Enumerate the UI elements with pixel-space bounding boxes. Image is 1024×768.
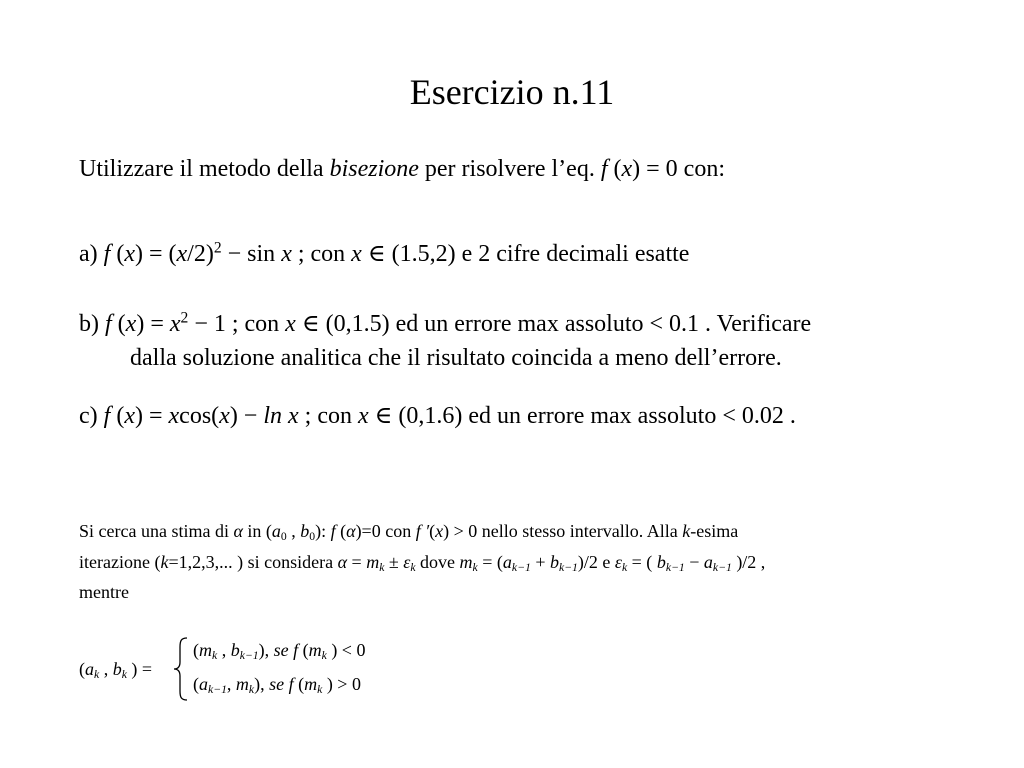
slide-title: Esercizio n.11 xyxy=(409,72,615,112)
exercise-c: c) f (x) = xcos(x) − ln x ; con x ∈ (0,1.6) ed un errore max assoluto < 0.02 . xyxy=(79,403,796,429)
exercise-a: a) f $(x) = (x/2)^2 - \sin x$ ; con x ∈ (1.5,2) e 2 cifre decimali esatte xyxy=(79,239,690,267)
note-line-1: Si cerca una stima di α in ($a_0$ , $b_0$): f (α)=0 con f ′(x) > 0 nello stesso intervallo. Alla k-esima xyxy=(79,521,739,543)
formula-case-1: ($m_k$ , $b_{k-1}$), se f ($m_k$ ) < 0 xyxy=(193,640,366,662)
formula-lhs: ($a_k$ , $b_k$ ) = xyxy=(79,659,153,681)
exercise-b: b) f $(x) = x^2 - 1$ ; con x ∈ (0,1.5) ed un errore max assoluto < 0.1 . Verificare xyxy=(79,309,812,337)
left-brace-icon xyxy=(171,636,191,702)
note-line-3: mentre xyxy=(79,582,129,602)
formula-case-2: ($a_{k-1}$, $m_k$), se f ($m_k$ ) > 0 xyxy=(193,674,361,696)
piecewise-formula xyxy=(79,634,439,704)
note-line-2: iterazione (k=1,2,3,... ) si considera $\alpha = m_k \pm \varepsilon_k$ dove $m_k = (a_{k-1} + b_{k-1})/2$ e $\varepsilon_k$ = ( $b_{k-1} - a_{k-1}$ )/2 , xyxy=(79,552,766,574)
intro-text: Utilizzare il metodo della bisezione per risolvere l’eq. f (x) = 0 con: xyxy=(79,156,726,182)
exercise-b-continuation: dalla soluzione analitica che il risultato coincida a meno dell’errore. xyxy=(130,345,782,371)
